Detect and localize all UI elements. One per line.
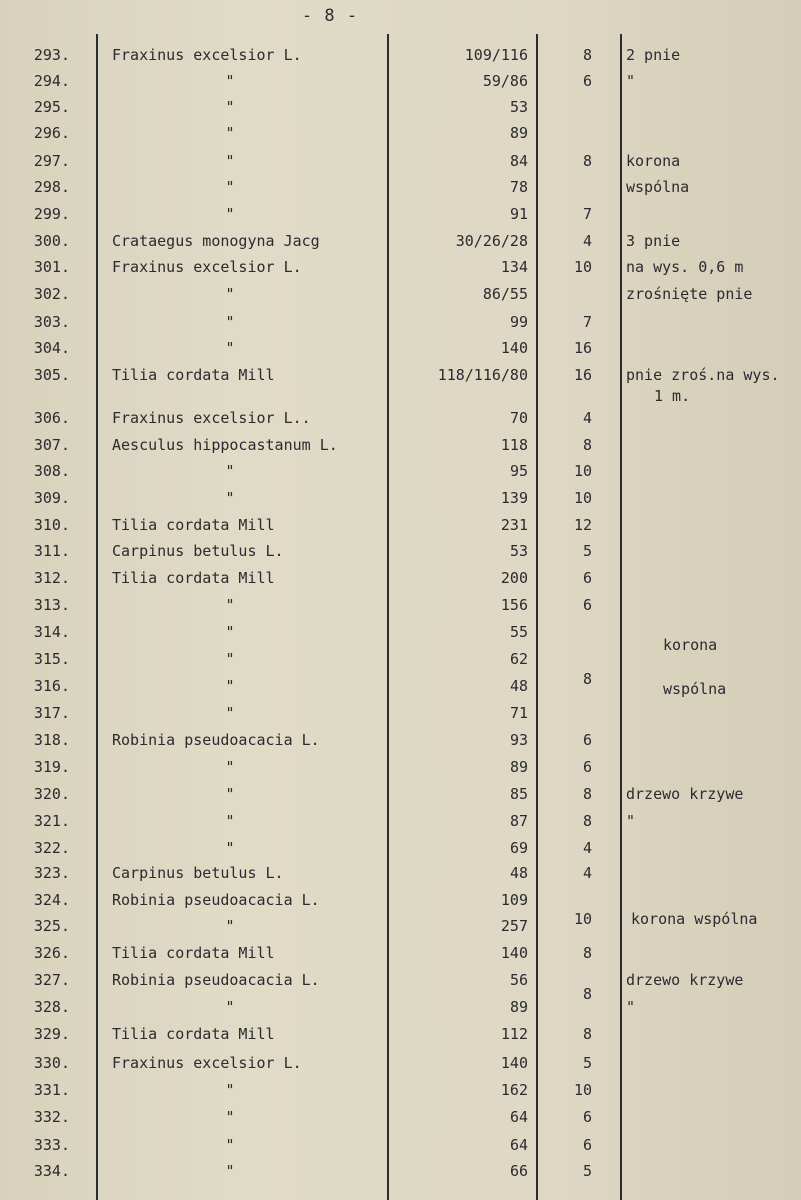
trunk-circumference: 134	[500, 258, 528, 276]
group-remark-line: korona wspólna	[631, 910, 758, 928]
table-row	[0, 542, 801, 569]
species-name: Tilia cordata Mill	[112, 944, 275, 962]
ditto-mark: "	[225, 1136, 235, 1154]
table-row	[0, 339, 801, 366]
trunk-circumference: 53	[509, 98, 528, 116]
species-name: Crataegus monogyna Jacg	[112, 232, 320, 250]
table-row	[0, 569, 801, 596]
entry-number: 332.	[33, 1108, 70, 1126]
ditto-mark: "	[225, 98, 235, 116]
trunk-circumference: 30/26/28	[455, 232, 528, 250]
ditto-mark: "	[225, 1081, 235, 1099]
entry-number: 311.	[33, 542, 70, 560]
species-name: Aesculus hippocastanum L.	[112, 436, 338, 454]
entry-number: 319.	[33, 758, 70, 776]
species-name: Tilia cordata Mill	[112, 366, 275, 384]
species-name: Carpinus betulus L.	[112, 542, 284, 560]
entry-number: 309.	[33, 489, 70, 507]
trunk-circumference: 140	[500, 944, 528, 962]
group-height-value: 10	[573, 910, 592, 928]
species-name: Robinia pseudoacacia L.	[112, 891, 320, 909]
species-name: Robinia pseudoacacia L.	[112, 971, 320, 989]
entry-number: 312.	[33, 569, 70, 587]
ditto-mark: "	[225, 812, 235, 830]
table-row	[0, 313, 801, 340]
table-row	[0, 285, 801, 312]
remark: zrośnięte pnie	[626, 285, 753, 303]
ditto-mark: "	[225, 758, 235, 776]
table-row	[0, 864, 801, 891]
entry-number: 328.	[33, 998, 70, 1016]
table-row	[0, 998, 801, 1025]
remark: "	[626, 72, 636, 90]
entry-number: 318.	[33, 731, 70, 749]
entry-number: 326.	[33, 944, 70, 962]
trunk-circumference: 109/116	[464, 46, 528, 64]
entry-number: 299.	[33, 205, 70, 223]
trunk-circumference: 84	[509, 152, 528, 170]
entry-number: 305.	[33, 366, 70, 384]
species-name: Tilia cordata Mill	[112, 516, 275, 534]
trunk-circumference: 200	[500, 569, 528, 587]
trunk-circumference: 112	[500, 1025, 528, 1043]
entry-number: 293.	[33, 46, 70, 64]
tree-height: 8	[582, 152, 592, 170]
trunk-circumference: 71	[509, 704, 528, 722]
table-row	[0, 1081, 801, 1108]
trunk-circumference: 140	[500, 1054, 528, 1072]
table-row	[0, 1162, 801, 1189]
trunk-circumference: 70	[509, 409, 528, 427]
table-row	[0, 1025, 801, 1052]
tree-height: 16	[573, 366, 592, 384]
entry-number: 301.	[33, 258, 70, 276]
trunk-circumference: 55	[509, 623, 528, 641]
table-row	[0, 72, 801, 99]
table-row	[0, 436, 801, 463]
trunk-circumference: 91	[509, 205, 528, 223]
remark: 2 pnie	[626, 46, 681, 64]
tree-height: 10	[573, 462, 592, 480]
table-row	[0, 704, 801, 731]
tree-height: 5	[582, 1162, 592, 1180]
trunk-circumference: 257	[500, 917, 528, 935]
table-row	[0, 489, 801, 516]
tree-height: 10	[573, 489, 592, 507]
species-name: Fraxinus excelsior L.	[112, 1054, 302, 1072]
table-row	[0, 232, 801, 259]
table-row	[0, 839, 801, 866]
remark: drzewo krzywe	[626, 971, 744, 989]
tree-height: 6	[582, 1108, 592, 1126]
entry-number: 315.	[33, 650, 70, 668]
entry-number: 313.	[33, 596, 70, 614]
entry-number: 295.	[33, 98, 70, 116]
trunk-circumference: 59/86	[482, 72, 528, 90]
entry-number: 333.	[33, 1136, 70, 1154]
entry-number: 300.	[33, 232, 70, 250]
trunk-circumference: 78	[509, 178, 528, 196]
entry-number: 327.	[33, 971, 70, 989]
ditto-mark: "	[225, 205, 235, 223]
table-row	[0, 46, 801, 73]
tree-height: 5	[582, 1054, 592, 1072]
trunk-circumference: 99	[509, 313, 528, 331]
trunk-circumference: 48	[509, 677, 528, 695]
ditto-mark: "	[225, 998, 235, 1016]
entry-number: 297.	[33, 152, 70, 170]
entry-number: 307.	[33, 436, 70, 454]
trunk-circumference: 231	[500, 516, 528, 534]
tree-height: 8	[582, 1025, 592, 1043]
entry-number: 314.	[33, 623, 70, 641]
tree-height: 16	[573, 339, 592, 357]
ditto-mark: "	[225, 677, 235, 695]
tree-height: 7	[582, 205, 592, 223]
tree-height: 12	[573, 516, 592, 534]
ditto-mark: "	[225, 623, 235, 641]
trunk-circumference: 118	[500, 436, 528, 454]
trunk-circumference: 140	[500, 339, 528, 357]
trunk-circumference: 86/55	[482, 285, 528, 303]
remark: na wys. 0,6 m	[626, 258, 744, 276]
table-row	[0, 124, 801, 151]
entry-number: 323.	[33, 864, 70, 882]
tree-height: 8	[582, 436, 592, 454]
trunk-circumference: 66	[509, 1162, 528, 1180]
tree-height: 6	[582, 72, 592, 90]
trunk-circumference: 48	[509, 864, 528, 882]
tree-height: 6	[582, 569, 592, 587]
trunk-circumference: 109	[500, 891, 528, 909]
table-row	[0, 596, 801, 623]
table-row	[0, 205, 801, 232]
ditto-mark: "	[225, 313, 235, 331]
trunk-circumference: 69	[509, 839, 528, 857]
entry-number: 296.	[33, 124, 70, 142]
remark-continuation: 1 m.	[654, 387, 691, 405]
entry-number: 302.	[33, 285, 70, 303]
tree-height: 6	[582, 596, 592, 614]
trunk-circumference: 139	[500, 489, 528, 507]
tree-height: 8	[582, 944, 592, 962]
remark: korona	[626, 152, 681, 170]
trunk-circumference: 62	[509, 650, 528, 668]
trunk-circumference: 64	[509, 1108, 528, 1126]
species-name: Tilia cordata Mill	[112, 1025, 275, 1043]
entry-number: 317.	[33, 704, 70, 722]
tree-height: 4	[582, 409, 592, 427]
tree-height: 8	[582, 812, 592, 830]
trunk-circumference: 89	[509, 998, 528, 1016]
entry-number: 294.	[33, 72, 70, 90]
group-height-value: 8	[582, 670, 592, 688]
table-row	[0, 178, 801, 205]
ditto-mark: "	[225, 285, 235, 303]
entry-number: 306.	[33, 409, 70, 427]
tree-height: 8	[582, 785, 592, 803]
ditto-mark: "	[225, 152, 235, 170]
trunk-circumference: 64	[509, 1136, 528, 1154]
entry-number: 322.	[33, 839, 70, 857]
ditto-mark: "	[225, 596, 235, 614]
table-row	[0, 516, 801, 543]
trunk-circumference: 56	[509, 971, 528, 989]
trunk-circumference: 53	[509, 542, 528, 560]
species-name: Fraxinus excelsior L.	[112, 46, 302, 64]
table-row	[0, 98, 801, 125]
ditto-mark: "	[225, 785, 235, 803]
entry-number: 298.	[33, 178, 70, 196]
table-row	[0, 462, 801, 489]
entry-number: 321.	[33, 812, 70, 830]
tree-height: 6	[582, 1136, 592, 1154]
remark: drzewo krzywe	[626, 785, 744, 803]
tree-height: 8	[582, 46, 592, 64]
ditto-mark: "	[225, 462, 235, 480]
remark: pnie zroś.na wys.	[626, 366, 780, 384]
table-row	[0, 785, 801, 812]
species-name: Carpinus betulus L.	[112, 864, 284, 882]
remark: 3 pnie	[626, 232, 681, 250]
entry-number: 303.	[33, 313, 70, 331]
tree-height: 4	[582, 839, 592, 857]
entry-number: 320.	[33, 785, 70, 803]
entry-number: 304.	[33, 339, 70, 357]
ditto-mark: "	[225, 1162, 235, 1180]
trunk-circumference: 93	[509, 731, 528, 749]
trunk-circumference: 162	[500, 1081, 528, 1099]
trunk-circumference: 87	[509, 812, 528, 830]
group-height-value: 8	[582, 985, 592, 1003]
trunk-circumference: 118/116/80	[437, 366, 528, 384]
table-row	[0, 258, 801, 285]
species-name: Fraxinus excelsior L..	[112, 409, 311, 427]
tree-height: 4	[582, 232, 592, 250]
remark: "	[626, 812, 636, 830]
ditto-mark: "	[225, 339, 235, 357]
group-remark-line: korona	[663, 636, 718, 654]
ditto-mark: "	[225, 1108, 235, 1126]
table-row	[0, 1108, 801, 1135]
entry-number: 316.	[33, 677, 70, 695]
table-row	[0, 944, 801, 971]
table-row	[0, 650, 801, 677]
entry-number: 331.	[33, 1081, 70, 1099]
table-row	[0, 731, 801, 758]
ditto-mark: "	[225, 650, 235, 668]
tree-height: 10	[573, 258, 592, 276]
table-row	[0, 409, 801, 436]
trunk-circumference: 85	[509, 785, 528, 803]
ditto-mark: "	[225, 917, 235, 935]
trunk-circumference: 89	[509, 124, 528, 142]
trunk-circumference: 89	[509, 758, 528, 776]
table-row	[0, 971, 801, 998]
entry-number: 330.	[33, 1054, 70, 1072]
tree-height: 4	[582, 864, 592, 882]
tree-height: 7	[582, 313, 592, 331]
ditto-mark: "	[225, 124, 235, 142]
remark: "	[626, 998, 636, 1016]
entry-number: 325.	[33, 917, 70, 935]
ditto-mark: "	[225, 839, 235, 857]
ditto-mark: "	[225, 72, 235, 90]
entry-number: 334.	[33, 1162, 70, 1180]
table-row	[0, 1136, 801, 1163]
table-row	[0, 758, 801, 785]
entry-number: 324.	[33, 891, 70, 909]
table-row	[0, 812, 801, 839]
entry-number: 308.	[33, 462, 70, 480]
tree-height: 10	[573, 1081, 592, 1099]
tree-height: 6	[582, 758, 592, 776]
entry-number: 310.	[33, 516, 70, 534]
entry-number: 329.	[33, 1025, 70, 1043]
table-row	[0, 152, 801, 179]
ditto-mark: "	[225, 178, 235, 196]
table-row	[0, 1054, 801, 1081]
species-name: Robinia pseudoacacia L.	[112, 731, 320, 749]
trunk-circumference: 156	[500, 596, 528, 614]
group-remark-line: wspólna	[663, 680, 727, 698]
ditto-mark: "	[225, 704, 235, 722]
tree-height: 6	[582, 731, 592, 749]
species-name: Fraxinus excelsior L.	[112, 258, 302, 276]
ditto-mark: "	[225, 489, 235, 507]
tree-height: 5	[582, 542, 592, 560]
page-number: - 8 -	[301, 6, 359, 26]
remark: wspólna	[626, 178, 690, 196]
species-name: Tilia cordata Mill	[112, 569, 275, 587]
trunk-circumference: 95	[509, 462, 528, 480]
